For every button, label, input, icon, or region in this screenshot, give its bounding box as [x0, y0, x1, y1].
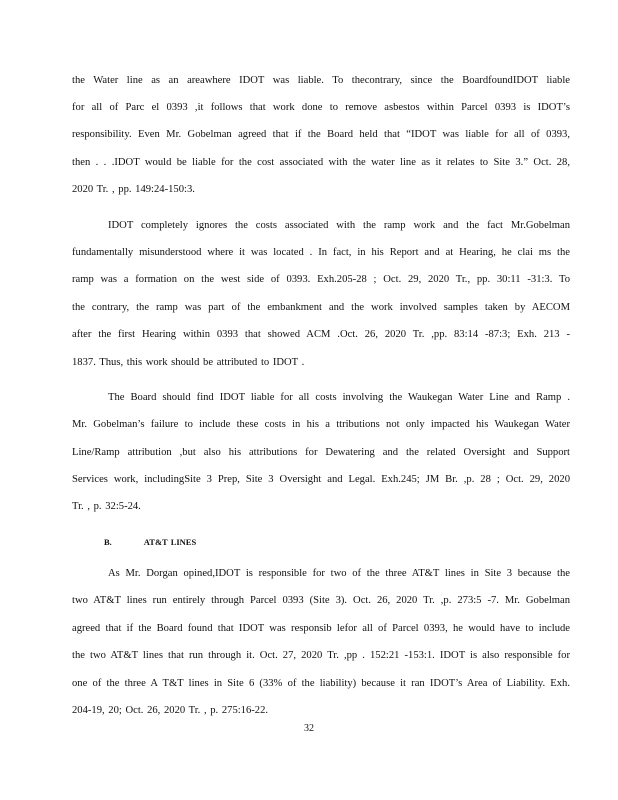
paragraph-line: Line/Ramp attribution ,but also his attributions for Dewatering and the related Oversight and Support: [72, 447, 570, 458]
paragraph-line: 2020 Tr. , pp. 149:24-150:3.: [72, 184, 195, 195]
paragraph-line: Mr. Gobelman’s failure to include these costs in his a ttributions not only impacted his Waukegan Water: [72, 419, 570, 430]
paragraph-line: then . . .IDOT would be liable for the cost associated with the water line as it relates to Site 3.” Oct. 28,: [72, 157, 570, 168]
paragraph-line: The Board should find IDOT liable for all costs involving the Waukegan Water Line and Ramp .: [108, 392, 570, 403]
paragraph-line: for all of Parc el 0393 ,it follows that work done to remove asbestos within Parcel 0393 is IDOT’s: [72, 102, 570, 113]
paragraph-line: responsibility. Even Mr. Gobelman agreed that if the Board held that “IDOT was liable for all of 0393,: [72, 129, 570, 140]
paragraph-line: Tr. , p. 32:5-24.: [72, 501, 141, 512]
paragraph-line: one of the three A T&T lines in Site 6 (33% of the liability) because it ran IDOT’s Area of Liability. Exh.: [72, 678, 570, 689]
section-heading-title: AT&T LINES: [143, 537, 197, 547]
paragraph-line: fundamentally misunderstood where it was located . In fact, in his Report and at Hearing, he clai ms the: [72, 247, 570, 258]
paragraph-line: ramp was a formation on the west side of 0393. Exh.205-28 ; Oct. 29, 2020 Tr., pp. 30:11 -31:3. To: [72, 274, 570, 285]
section-heading: [104, 537, 196, 547]
paragraph-line: after the first Hearing within 0393 that showed ACM .Oct. 26, 2020 Tr. ,pp. 83:14 -87:3; Exh. 213 -: [72, 329, 570, 340]
paragraph-line: the Water line as an areawhere IDOT was liable. To thecontrary, since the BoardfoundIDOT liable: [72, 75, 570, 86]
paragraph-line: 1837. Thus, this work should be attributed to IDOT .: [72, 357, 305, 368]
paragraph-line: As Mr. Dorgan opined,IDOT is responsible for two of the three AT&T lines in Site 3 because the: [108, 568, 570, 579]
paragraph-line: Services work, includingSite 3 Prep, Site 3 Oversight and Legal. Exh.245; JM Br. ,p. 28 ; Oct. 29, 2020: [72, 474, 570, 485]
paragraph-line: IDOT completely ignores the costs associated with the ramp work and the fact Mr.Gobelman: [108, 220, 570, 231]
page-number: 32: [304, 723, 314, 734]
section-heading-letter: B.: [104, 537, 112, 547]
paragraph-line: the contrary, the ramp was part of the embankment and the work involved samples taken by AECOM: [72, 302, 570, 313]
paragraph-line: 204-19, 20; Oct. 26, 2020 Tr. , p. 275:16-22.: [72, 705, 269, 716]
paragraph-line: agreed that if the Board found that IDOT was responsib lefor all of Parcel 0393, he would have to include: [72, 623, 570, 634]
paragraph-line: the two AT&T lines that run through it. Oct. 27, 2020 Tr. ,pp . 152:21 -153:1. IDOT is also responsible for: [72, 650, 570, 661]
paragraph-line: two AT&T lines run entirely through Parcel 0393 (Site 3). Oct. 26, 2020 Tr. ,p. 273:5 -7. Mr. Gobelman: [72, 595, 570, 606]
